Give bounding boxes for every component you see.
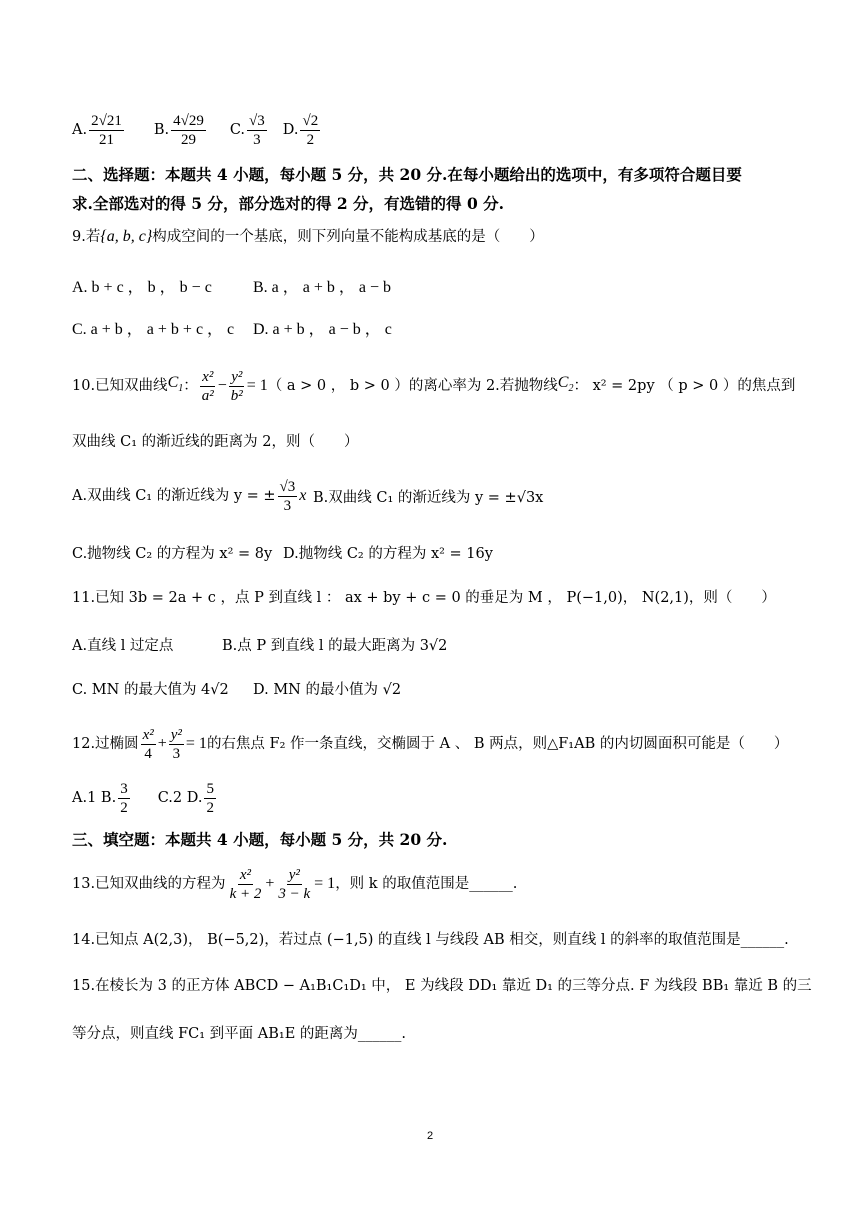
q8-option-a-fraction bbox=[89, 112, 124, 149]
q8-options bbox=[72, 108, 322, 152]
q10-option-a-fraction bbox=[278, 478, 298, 515]
q13-stem: 13.已知双曲线的方程为 $\frac{\text{x²}}{k + 2}$ + $\frac{\text{y²}}{3 - k}$ = 1 ，则 k 的取值范围是______. bbox=[72, 866, 518, 902]
q12-y-fraction: $\frac{\text{y²}}{3}$ bbox=[170, 726, 182, 762]
q12-option-d-fraction bbox=[204, 780, 216, 817]
q10-stem-line2: 双曲线 C₁ 的渐近线的距离为 2，则（ ） bbox=[72, 434, 359, 450]
q12-options-ab: A.1 B. bbox=[72, 790, 117, 806]
q9-option-b: B. a ， a + b ， a − b bbox=[253, 279, 392, 296]
q11-stem: 11.已知 3b = 2a + c ，点 P 到直线 l ： ax + by + c = 0 的垂足为 M ， P(−1,0)， N(2,1)，则（ ） bbox=[72, 590, 776, 606]
q8-option-b-fraction bbox=[171, 112, 206, 149]
q10-option-a-numerator: √3 bbox=[279, 478, 296, 495]
q10-option-a-text: A.双曲线 C₁ 的渐近线为 y = ± bbox=[72, 488, 276, 504]
q8-option-c-denominator: 3 bbox=[253, 131, 261, 148]
q10-curve-c2: $C_2$ bbox=[557, 373, 574, 395]
page-number: 2 bbox=[426, 1130, 434, 1142]
q10-option-d: D.抛物线 C₂ 的方程为 x² = 16y bbox=[283, 546, 493, 562]
q8-option-b-numerator: 4√29 bbox=[173, 112, 204, 129]
q11-option-b: B.点 P 到直线 l 的最大距离为 3√2 bbox=[222, 638, 448, 654]
q10-option-a bbox=[72, 474, 306, 518]
q9-stem bbox=[72, 227, 544, 247]
q10-option-a-tail: x bbox=[299, 487, 307, 504]
q8-option-a-denominator: 21 bbox=[98, 131, 114, 148]
q9-option-c: C. a + b ， a + b + c ， c bbox=[72, 321, 235, 338]
q9-option-d: D. a + b ， a − b ， c bbox=[253, 321, 392, 338]
q12-options bbox=[72, 776, 218, 820]
q12-stem-rest: 的右焦点 F₂ 作一条直线，交椭圆于 A 、 B 两点，则△F₁AB 的内切圆面积可能是（ ） bbox=[206, 736, 789, 752]
q8-option-c-fraction bbox=[247, 112, 267, 149]
q9-stem-prefix: 9.若 bbox=[72, 229, 101, 245]
q10-stem-condition: （ a > 0 ， b > 0 ）的离心率为 2.若抛物线 bbox=[267, 378, 558, 394]
q10-stem-intro: 10.已知双曲线 bbox=[72, 378, 168, 394]
q12-option-b-fraction bbox=[118, 780, 130, 817]
q8-option-c-numerator: √3 bbox=[249, 112, 265, 129]
q15-stem-line2: 等分点，则直线 FC₁ 到平面 AB₁E 的距离为______. bbox=[72, 1026, 407, 1042]
q8-option-b-denominator: 29 bbox=[180, 131, 196, 148]
q12-options-cd: C.2 D. bbox=[157, 790, 203, 806]
q11-option-c: C. MN 的最大值为 4√2 bbox=[72, 682, 229, 698]
q11-option-d: D. MN 的最小值为 √2 bbox=[253, 682, 402, 698]
q14-stem: 14.已知点 A(2,3)， B(−5,2)，若过点 (−1,5) 的直线 l 与线段 AB 相交，则直线 l 的斜率的取值范围是______. bbox=[72, 932, 789, 948]
q10-y-fraction: $\frac{\text{y²}}{\text{b²}}$ bbox=[230, 368, 243, 404]
q12-option-b-denominator: 2 bbox=[120, 799, 128, 816]
q8-option-d-label: D. bbox=[282, 122, 299, 138]
q10-x-fraction: $\frac{\text{x²}}{\text{a²}}$ bbox=[201, 368, 214, 404]
q9-stem-rest: 构成空间的一个基底，则下列向量不能构成基底的是（ ） bbox=[152, 229, 544, 245]
q9-option-a: A. b + c ， b ， b − c bbox=[72, 279, 212, 296]
section3-heading: 三、填空题：本题共 4 小题，每小题 5 分，共 20 分. bbox=[72, 830, 448, 849]
q10-stem-line1: 10.已知双曲线 $C_1$ ： $\frac{\text{x²}}{\text{a²}}$ − $\frac{\text{y²}}{\text{b²}}$ = 1 （ a > 0 ， b > 0 ）的离心率为 2.若抛物线 $C_2$ ： x² = 2py （ p > 0 ）的焦点到 bbox=[72, 368, 796, 404]
q13-y-fraction: $\frac{\text{y²}}{3 - k}$ bbox=[278, 866, 311, 902]
q12-x-fraction: $\frac{\text{x²}}{4}$ bbox=[142, 726, 154, 762]
q8-option-b-label: B. bbox=[153, 122, 170, 138]
q10-option-a-denominator: 3 bbox=[283, 497, 292, 514]
q12-option-d-numerator: 5 bbox=[206, 780, 214, 797]
q12-stem-intro: 12.过椭圆 bbox=[72, 736, 139, 752]
q8-option-a-label: A. bbox=[72, 122, 88, 138]
q12-option-b-numerator: 3 bbox=[120, 780, 128, 797]
q13-stem-rest: ，则 k 的取值范围是______. bbox=[335, 876, 518, 892]
q10-option-c: C.抛物线 C₂ 的方程为 x² = 8y bbox=[72, 546, 273, 562]
q8-option-d-fraction bbox=[300, 112, 320, 149]
q12-option-d-denominator: 2 bbox=[206, 799, 214, 816]
q8-option-a-numerator: 2√21 bbox=[91, 112, 122, 129]
q11-option-a: A.直线 l 过定点 bbox=[72, 638, 174, 654]
section2-heading-line1: 二、选择题：本题共 4 小题，每小题 5 分，共 20 分.在每小题给出的选项中，有多项符合题目要 bbox=[72, 165, 742, 184]
q10-stem-parabola: ： x² = 2py （ p > 0 ）的焦点到 bbox=[573, 378, 796, 394]
q8-option-d-numerator: √2 bbox=[302, 112, 319, 129]
q12-stem: 12.过椭圆 $\frac{\text{x²}}{4}$ + $\frac{\text{y²}}{3}$ = 1 的右焦点 F₂ 作一条直线，交椭圆于 A 、 B 两点，则△F₁AB 的内切圆面积可能是（ ） bbox=[72, 726, 789, 762]
q8-option-c-label: C. bbox=[229, 122, 246, 138]
q8-option-d-denominator: 2 bbox=[306, 131, 315, 148]
q13-stem-intro: 13.已知双曲线的方程为 bbox=[72, 876, 226, 892]
q10-curve-c1: $C_1$ bbox=[167, 373, 184, 395]
q9-basis-set: {a, b, c} bbox=[100, 228, 153, 245]
q13-x-fraction: $\frac{\text{x²}}{k + 2}$ bbox=[229, 866, 262, 902]
section2-heading-line2: 求.全部选对的得 5 分，部分选对的得 2 分，有选错的得 0 分. bbox=[72, 194, 505, 213]
q15-stem-line1: 15.在棱长为 3 的正方体 ABCD − A₁B₁C₁D₁ 中， E 为线段 DD₁ 靠近 D₁ 的三等分点. F 为线段 BB₁ 靠近 B 的三 bbox=[72, 978, 812, 994]
q10-option-b: B.双曲线 C₁ 的渐近线为 y = ±√3x bbox=[313, 490, 544, 506]
